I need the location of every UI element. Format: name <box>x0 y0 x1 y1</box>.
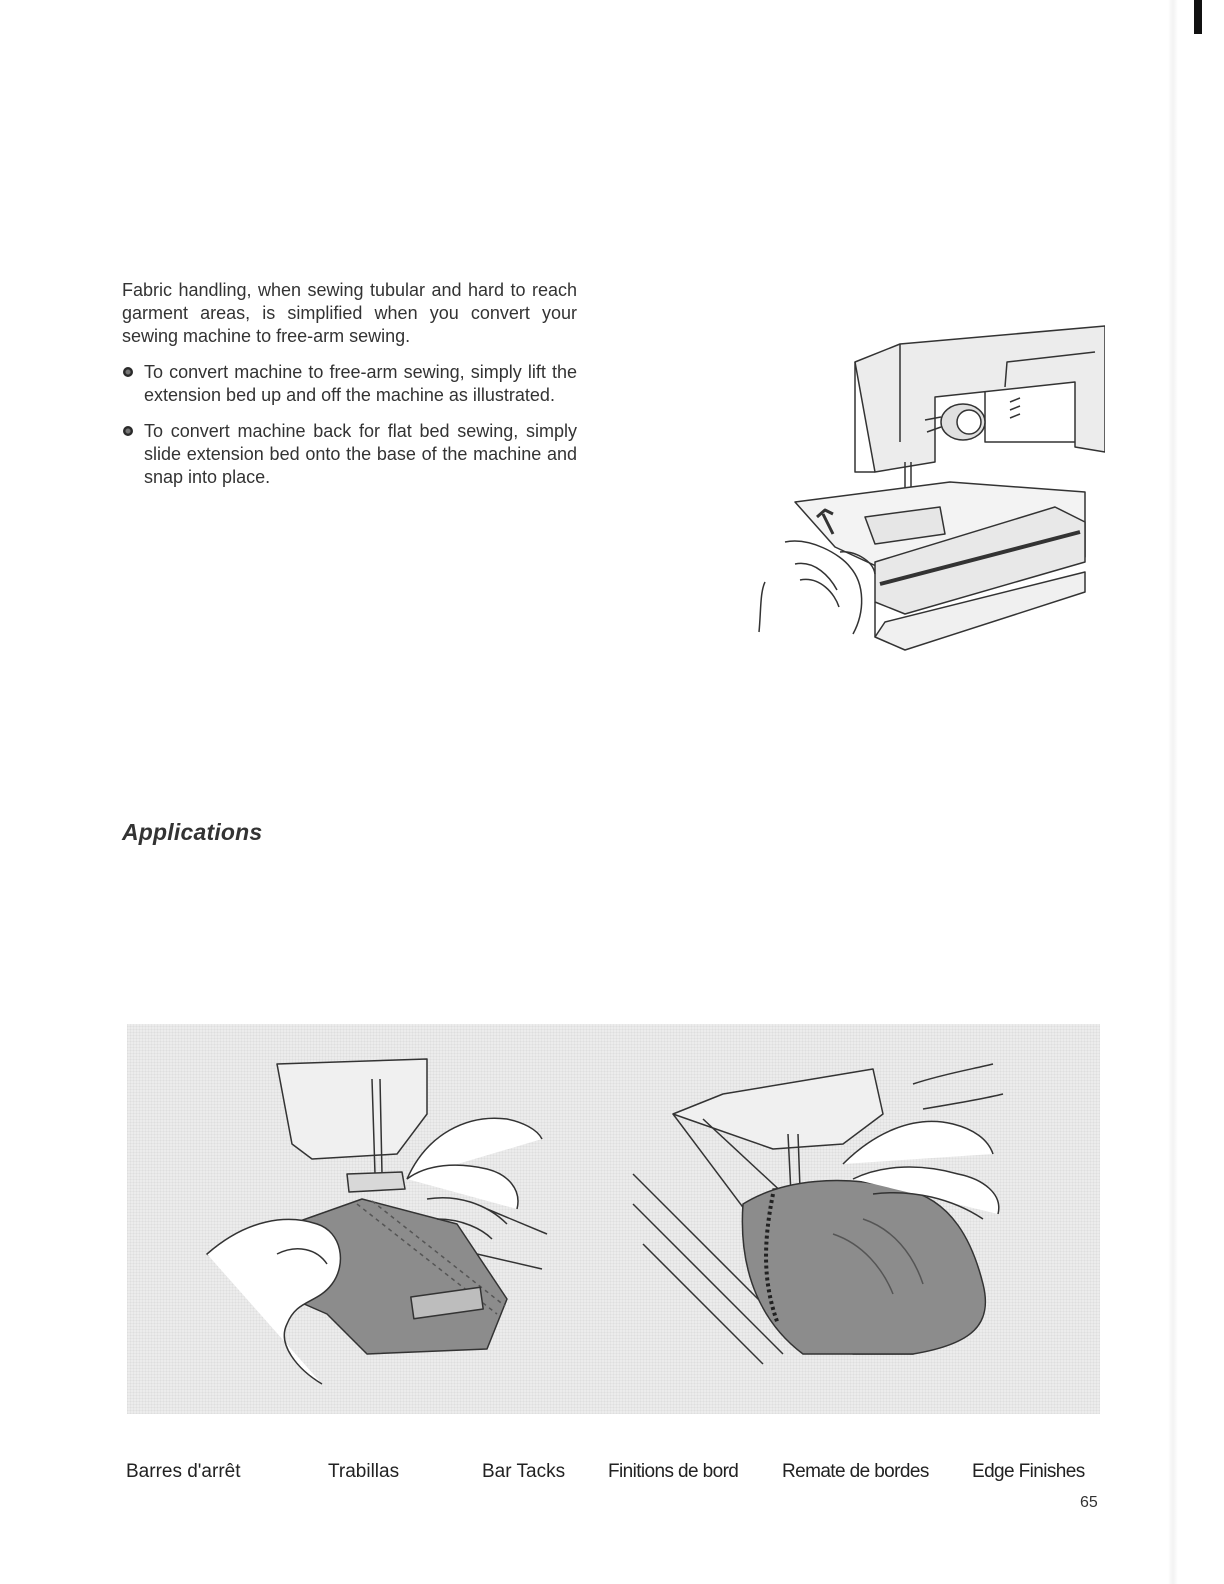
caption-bar-tacks-en: Bar Tacks <box>482 1461 566 1482</box>
caption-edge-finishes-en: Edge Finishes <box>972 1461 1085 1482</box>
bullet-icon <box>123 426 133 436</box>
bullet-icon <box>123 367 133 377</box>
caption-edge-finishes-fr: Finitions de bord <box>608 1461 739 1482</box>
list-item <box>122 420 577 489</box>
page-edge-mark <box>1194 0 1202 34</box>
list-item <box>122 361 577 407</box>
intro-paragraph: Fabric handling, when sewing tubular and hard to reach garment areas, is simplified when you convert your sewing machine to free-arm sewing. <box>122 280 577 346</box>
bullet-text-attach-bed: To convert machine back for flat bed sewing, simply slide extension bed onto the base of the machine and snap into place. <box>144 421 577 487</box>
caption-bar-tacks-es: Trabillas <box>328 1461 400 1482</box>
page-edge-shadow <box>1168 0 1178 1584</box>
page-number: 65 <box>1080 1494 1098 1511</box>
bar-tacks-illustration <box>127 1024 613 1414</box>
caption-bar-tacks-fr: Barres d'arrêt <box>126 1461 241 1482</box>
instruction-list <box>122 361 577 489</box>
edge-finishes-illustration <box>613 1024 1100 1414</box>
bullet-text-remove-bed: To convert machine to free-arm sewing, simply lift the extension bed up and off the machine as illustrated. <box>144 362 577 405</box>
free-arm-illustration <box>755 322 1105 662</box>
applications-illustration-panel <box>127 1024 1100 1414</box>
section-heading: Applications <box>122 819 263 845</box>
intro-text <box>122 279 577 502</box>
caption-edge-finishes-es: Remate de bordes <box>782 1461 929 1482</box>
